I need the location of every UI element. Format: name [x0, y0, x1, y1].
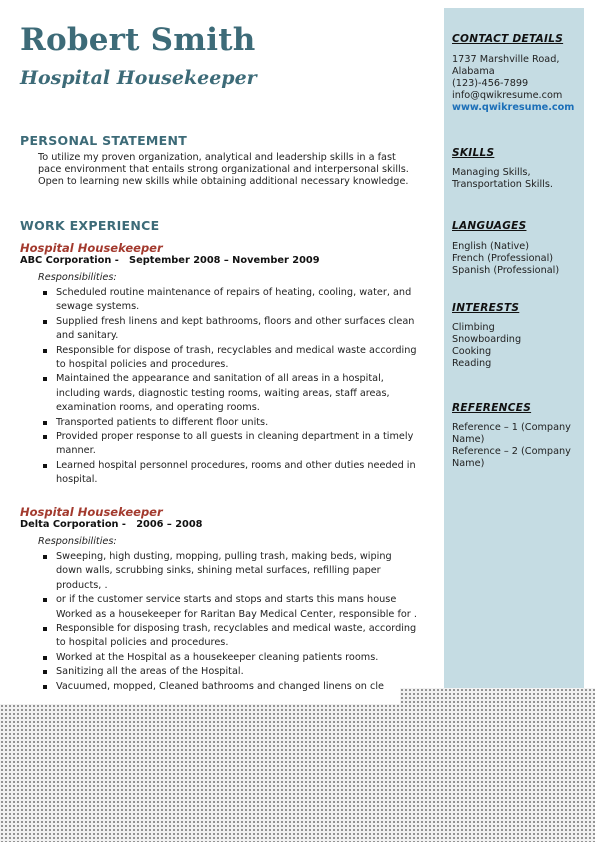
list-item: Maintained the appearance and sanitation of all areas in a hospital, including wards, diagnostic testing rooms, waiting areas, staff areas, examination rooms, and operating rooms. [42, 372, 418, 415]
dotted-overlay [0, 704, 595, 842]
references-heading: REFERENCES [452, 402, 532, 414]
address-line-2: Alabama [452, 66, 495, 77]
job-entry-1 [20, 241, 420, 488]
personal-statement-heading: PERSONAL STATEMENT [20, 133, 188, 148]
list-item: Reference – 2 (Company Name) [452, 446, 571, 469]
contact-details [452, 54, 586, 114]
interests-heading: INTERESTS [452, 302, 520, 314]
personal-statement-text: To utilize my proven organization, analytical and leadership skills in a fast pace environment that entails strong organizational and interpersonal skills. Open to learning new skills while obtaining additional necessary knowledge. [38, 152, 409, 187]
job-company-dates: ABC Corporation - September 2008 – November 2009 [20, 255, 320, 266]
list-item: Responsible for dispose of trash, recyclables and medical waste according to hospital policies and procedures. [42, 344, 418, 373]
list-item: Transported patients to different floor units. [42, 416, 418, 430]
phone-number: (123)-456-7899 [452, 78, 529, 89]
list-item: Supplied fresh linens and kept bathrooms, floors and other surfaces clean and sanitary. [42, 315, 418, 344]
website-link[interactable]: www.qwikresume.com [452, 102, 575, 113]
responsibilities-label: Responsibilities: [38, 536, 117, 547]
list-item: Spanish (Professional) [452, 265, 560, 276]
list-item: Responsible for disposing trash, recyclables and medical waste, according to hospital policies and procedures. [42, 622, 418, 651]
work-experience-heading: WORK EXPERIENCE [20, 218, 160, 233]
responsibilities-label: Responsibilities: [38, 272, 117, 283]
references-list [452, 422, 586, 470]
list-item: French (Professional) [452, 253, 554, 264]
candidate-name: Robert Smith [20, 22, 256, 58]
contact-heading: CONTACT DETAILS [452, 33, 564, 45]
skills-heading: SKILLS [452, 147, 495, 159]
list-item: Transportation Skills. [452, 179, 553, 190]
list-item: Scheduled routine maintenance of repairs of heating, cooling, water, and sewage systems. [42, 286, 418, 315]
responsibilities-list [42, 550, 418, 694]
candidate-title: Hospital Housekeeper [20, 67, 257, 89]
languages-heading: LANGUAGES [452, 220, 527, 232]
job-title: Hospital Housekeeper [20, 505, 163, 519]
job-title: Hospital Housekeeper [20, 241, 163, 255]
languages-list [452, 241, 586, 277]
address-line-1: 1737 Marshville Road, [452, 54, 560, 65]
list-item: or if the customer service starts and stops and starts this mans house Worked as a housekeeper for Raritan Bay Medical Center, responsible for . [42, 593, 418, 622]
list-item: Managing Skills, [452, 167, 531, 178]
list-item: Learned hospital personnel procedures, rooms and other duties needed in hospital. [42, 459, 418, 488]
job-entry-2 [20, 505, 420, 694]
job-company-dates: Delta Corporation - 2006 – 2008 [20, 519, 203, 530]
list-item: Vacuumed, mopped, Cleaned bathrooms and changed linens on cle [42, 680, 418, 694]
interests-list [452, 322, 586, 370]
skills-list [452, 167, 586, 191]
list-item: Sanitizing all the areas of the Hospital. [42, 665, 418, 679]
list-item: English (Native) [452, 241, 529, 252]
list-item: Snowboarding [452, 334, 522, 345]
list-item: Provided proper response to all guests in cleaning department in a timely manner. [42, 430, 418, 459]
list-item: Reading [452, 358, 492, 369]
list-item: Worked at the Hospital as a housekeeper cleaning patients rooms. [42, 651, 418, 665]
email-address[interactable]: info@qwikresume.com [452, 90, 563, 101]
list-item: Reference – 1 (Company Name) [452, 422, 571, 445]
list-item: Climbing [452, 322, 495, 333]
list-item: Sweeping, high dusting, mopping, pulling trash, making beds, wiping down walls, scrubbing sinks, shining metal surfaces, refilling paper products, . [42, 550, 418, 593]
responsibilities-list [42, 286, 418, 488]
list-item: Cooking [452, 346, 492, 357]
